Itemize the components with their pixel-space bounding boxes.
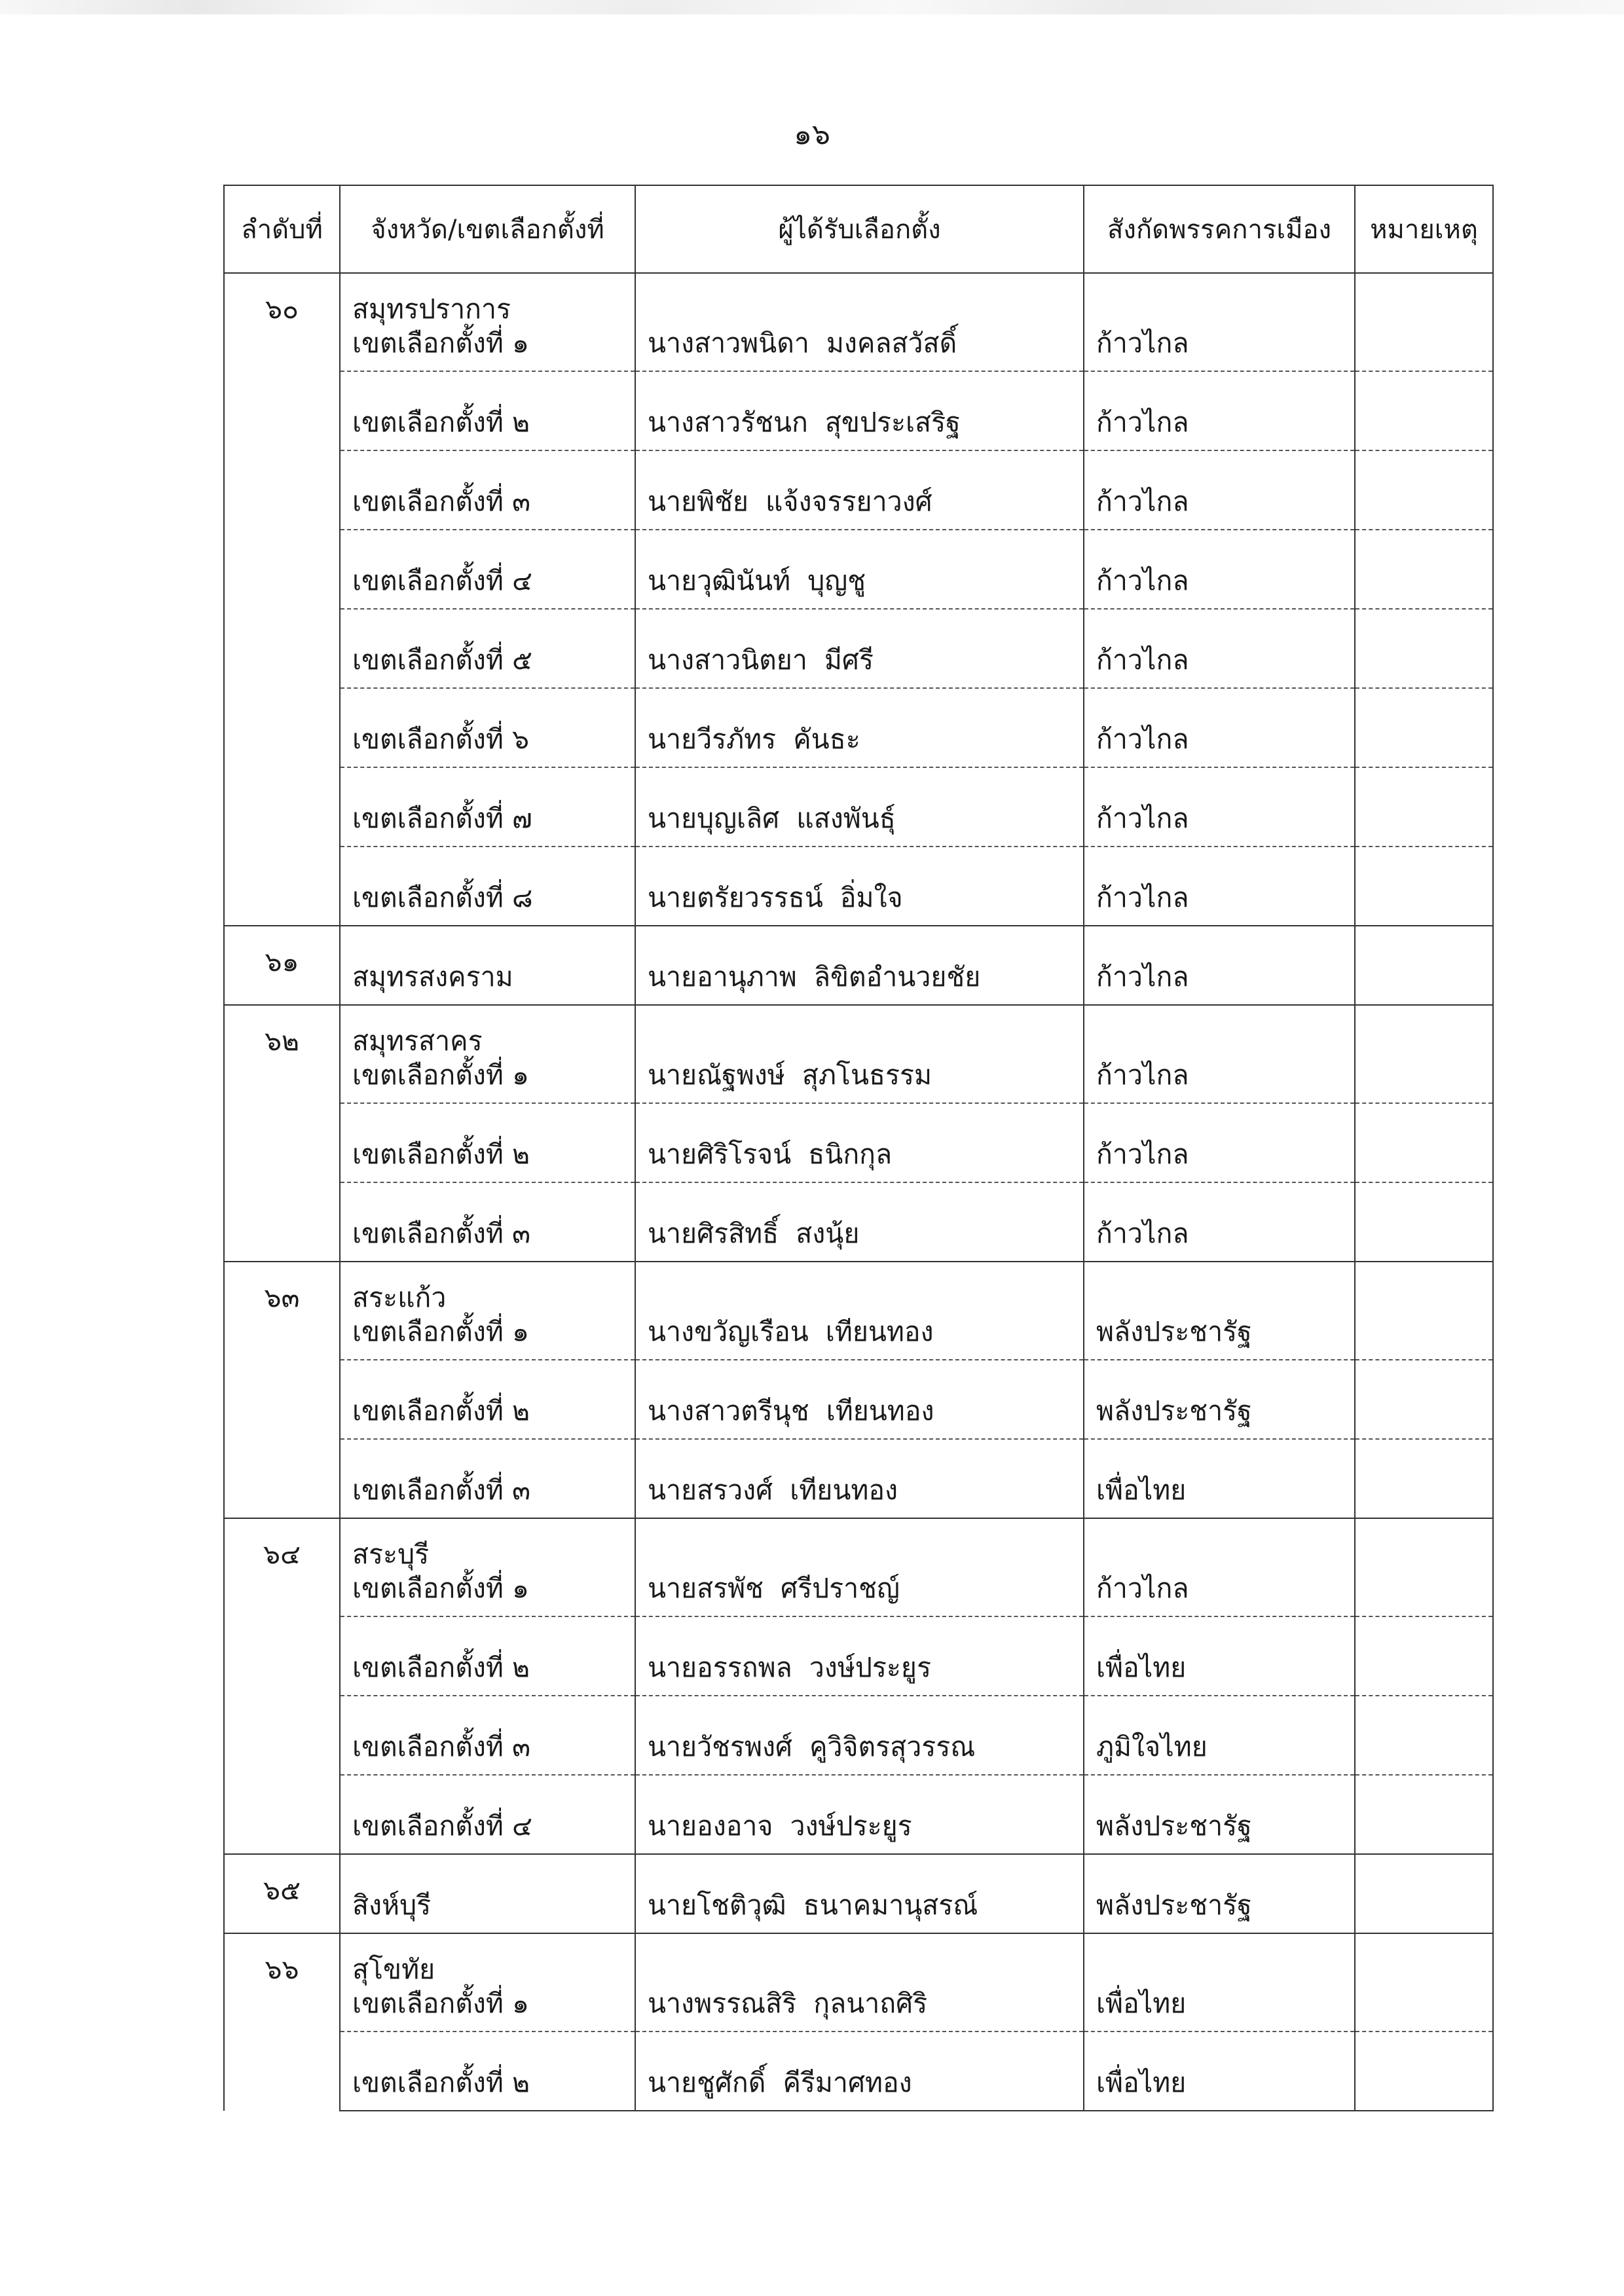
- party-name: ก้าวไกล: [1096, 565, 1189, 596]
- seq-cell: ๖๕: [224, 1854, 340, 1933]
- district-label: เขตเลือกตั้งที่ ๘: [352, 882, 533, 913]
- party-cell: [1084, 1854, 1355, 1933]
- elected-name: นางสาวนิตยา มีศรี: [648, 644, 874, 676]
- district-label: เขตเลือกตั้งที่ ๔: [352, 1810, 532, 1842]
- table-row: [224, 767, 1493, 847]
- province-district-cell: [340, 1775, 635, 1854]
- district-label: เขตเลือกตั้งที่ ๑: [352, 327, 529, 359]
- party-cell: [1084, 1360, 1355, 1439]
- party-cell: [1084, 1182, 1355, 1262]
- remark-cell: [1355, 273, 1493, 371]
- remark-cell: [1355, 1854, 1493, 1933]
- party-cell: [1084, 371, 1355, 450]
- seq-cell: ๖๖: [224, 1933, 340, 2111]
- province-name: สมุทรสงคราม: [352, 961, 513, 993]
- table-row: [224, 530, 1493, 609]
- elected-name-cell: [635, 530, 1084, 609]
- district-label: เขตเลือกตั้งที่ ๒: [352, 1652, 530, 1683]
- table-body: [224, 273, 1493, 2111]
- elected-name: นายพิชัย แจ้งจรรยาวงศ์: [648, 486, 932, 517]
- elected-name: นายองอาจ วงษ์ประยูร: [648, 1810, 912, 1842]
- table-row: [224, 1933, 1493, 2032]
- remark-cell: [1355, 767, 1493, 847]
- province-name: สุโขทัย: [352, 1954, 435, 1985]
- table-row: [224, 1005, 1493, 1103]
- remark-cell: [1355, 2032, 1493, 2111]
- party-cell: [1084, 450, 1355, 530]
- remark-cell: [1355, 1005, 1493, 1103]
- party-cell: [1084, 847, 1355, 926]
- remark-cell: [1355, 371, 1493, 450]
- header-party: สังกัดพรรคการเมือง: [1084, 185, 1355, 273]
- remark-cell: [1355, 1616, 1493, 1696]
- party-cell: [1084, 688, 1355, 767]
- seq-cell: ๖๑: [224, 926, 340, 1005]
- province-district-cell: [340, 847, 635, 926]
- table-row: [224, 371, 1493, 450]
- elected-name-cell: [635, 1933, 1084, 2032]
- table-row: [224, 1616, 1493, 1696]
- table-row: [224, 1360, 1493, 1439]
- remark-cell: [1355, 1696, 1493, 1775]
- party-name: ก้าวไกล: [1096, 407, 1189, 438]
- district-label: เขตเลือกตั้งที่ ๔: [352, 565, 532, 596]
- party-cell: [1084, 1103, 1355, 1182]
- province-district-cell: [340, 1518, 635, 1616]
- province-district-cell: [340, 530, 635, 609]
- party-cell: [1084, 1933, 1355, 2032]
- party-name: ก้าวไกล: [1096, 327, 1189, 359]
- elected-name: นางสาวรัชนก สุขประเสริฐ: [648, 407, 961, 438]
- elected-name-cell: [635, 1696, 1084, 1775]
- party-name: เพื่อไทย: [1096, 1652, 1187, 1683]
- party-cell: [1084, 926, 1355, 1005]
- remark-cell: [1355, 450, 1493, 530]
- district-label: เขตเลือกตั้งที่ ๓: [352, 1731, 530, 1762]
- remark-cell: [1355, 847, 1493, 926]
- district-label: เขตเลือกตั้งที่ ๓: [352, 1218, 530, 1249]
- party-cell: [1084, 1439, 1355, 1518]
- table-row: [224, 1103, 1493, 1182]
- province-district-cell: [340, 2032, 635, 2111]
- table-row: [224, 1262, 1493, 1360]
- party-name: พลังประชารัฐ: [1096, 1810, 1252, 1842]
- party-name: พลังประชารัฐ: [1096, 1395, 1252, 1427]
- party-name: ก้าวไกล: [1096, 644, 1189, 676]
- province-district-cell: [340, 1182, 635, 1262]
- elected-name-cell: [635, 1775, 1084, 1854]
- party-name: ก้าวไกล: [1096, 882, 1189, 913]
- elected-name-cell: [635, 1439, 1084, 1518]
- elected-name-cell: [635, 1854, 1084, 1933]
- header-remark: หมายเหตุ: [1355, 185, 1493, 273]
- elected-name: นายวัชรพงศ์ คูวิจิตรสุวรรณ: [648, 1731, 976, 1762]
- district-label: เขตเลือกตั้งที่ ๓: [352, 1474, 530, 1506]
- party-cell: [1084, 273, 1355, 371]
- party-name: เพื่อไทย: [1096, 1988, 1187, 2019]
- remark-cell: [1355, 1933, 1493, 2032]
- province-district-cell: [340, 1360, 635, 1439]
- party-cell: [1084, 2032, 1355, 2111]
- table-header-row: [224, 185, 1493, 273]
- district-label: เขตเลือกตั้งที่ ๓: [352, 486, 530, 517]
- elected-name: นายบุญเลิศ แสงพันธุ์: [648, 803, 896, 834]
- elected-name: นายตรัยวรรธน์ อิ่มใจ: [648, 882, 903, 913]
- seq-cell: ๖๔: [224, 1518, 340, 1854]
- province-name: สมุทรสาคร: [352, 1025, 483, 1057]
- table-row: [224, 688, 1493, 767]
- elected-name: นางขวัญเรือน เทียนทอง: [648, 1316, 934, 1347]
- party-cell: [1084, 1616, 1355, 1696]
- province-district-cell: [340, 1262, 635, 1360]
- elected-name: นายอานุภาพ ลิขิตอำนวยชัย: [648, 961, 981, 993]
- elected-name: นายณัฐพงษ์ สุภโนธรรม: [648, 1059, 932, 1091]
- party-cell: [1084, 767, 1355, 847]
- district-label: เขตเลือกตั้งที่ ๒: [352, 2067, 530, 2098]
- party-name: ก้าวไกล: [1096, 1139, 1189, 1170]
- province-district-cell: [340, 450, 635, 530]
- elected-name: นายโชติวุฒิ ธนาคมานุสรณ์: [648, 1889, 978, 1921]
- elected-name-cell: [635, 1616, 1084, 1696]
- remark-cell: [1355, 530, 1493, 609]
- elected-name-cell: [635, 371, 1084, 450]
- district-label: เขตเลือกตั้งที่ ๑: [352, 1059, 529, 1091]
- province-name: สิงห์บุรี: [352, 1889, 432, 1921]
- elected-name: นายสรพัช ศรีปราชญ์: [648, 1573, 900, 1604]
- table-row: [224, 1182, 1493, 1262]
- table-row: [224, 609, 1493, 688]
- scan-edge-artifact: [0, 0, 1624, 14]
- remark-cell: [1355, 1360, 1493, 1439]
- province-name: สระแก้ว: [352, 1282, 447, 1313]
- table-row: [224, 1439, 1493, 1518]
- party-cell: [1084, 1262, 1355, 1360]
- province-district-cell: [340, 609, 635, 688]
- elected-name-cell: [635, 1182, 1084, 1262]
- district-label: เขตเลือกตั้งที่ ๖: [352, 723, 529, 755]
- table-row: [224, 1854, 1493, 1933]
- seq-cell: ๖๓: [224, 1262, 340, 1518]
- elected-name-cell: [635, 609, 1084, 688]
- party-name: ก้าวไกล: [1096, 1218, 1189, 1249]
- party-name: ก้าวไกล: [1096, 803, 1189, 834]
- elected-name-cell: [635, 847, 1084, 926]
- province-district-cell: [340, 1854, 635, 1933]
- party-name: ก้าวไกล: [1096, 961, 1189, 993]
- table-row: [224, 847, 1493, 926]
- party-name: เพื่อไทย: [1096, 2067, 1187, 2098]
- province-district-cell: [340, 273, 635, 371]
- elected-name: นางพรรณสิริ กุลนาถศิริ: [648, 1988, 928, 2019]
- remark-cell: [1355, 1262, 1493, 1360]
- district-label: เขตเลือกตั้งที่ ๒: [352, 1395, 530, 1427]
- party-name: ภูมิใจไทย: [1096, 1731, 1208, 1762]
- district-label: เขตเลือกตั้งที่ ๑: [352, 1316, 529, 1347]
- province-district-cell: [340, 926, 635, 1005]
- party-cell: [1084, 609, 1355, 688]
- province-name: สระบุรี: [352, 1539, 430, 1570]
- province-district-cell: [340, 767, 635, 847]
- province-district-cell: [340, 1933, 635, 2032]
- district-label: เขตเลือกตั้งที่ ๑: [352, 1988, 529, 2019]
- party-cell: [1084, 530, 1355, 609]
- party-cell: [1084, 1005, 1355, 1103]
- remark-cell: [1355, 688, 1493, 767]
- district-label: เขตเลือกตั้งที่ ๒: [352, 407, 530, 438]
- election-results-table: [223, 185, 1494, 2111]
- party-name: ก้าวไกล: [1096, 1573, 1189, 1604]
- header-elected-person: ผู้ได้รับเลือกตั้ง: [635, 185, 1084, 273]
- remark-cell: [1355, 1103, 1493, 1182]
- province-district-cell: [340, 1005, 635, 1103]
- elected-name-cell: [635, 767, 1084, 847]
- seq-cell: ๖๒: [224, 1005, 340, 1262]
- elected-name: นางสาวพนิดา มงคลสวัสดิ์: [648, 327, 957, 359]
- party-name: ก้าวไกล: [1096, 723, 1189, 755]
- district-label: เขตเลือกตั้งที่ ๒: [352, 1139, 530, 1170]
- table-row: [224, 1518, 1493, 1616]
- remark-cell: [1355, 609, 1493, 688]
- remark-cell: [1355, 1439, 1493, 1518]
- remark-cell: [1355, 1775, 1493, 1854]
- party-name: พลังประชารัฐ: [1096, 1889, 1252, 1921]
- table-row: [224, 450, 1493, 530]
- province-district-cell: [340, 1103, 635, 1182]
- elected-name: นายวุฒินันท์ บุญชู: [648, 565, 866, 596]
- district-label: เขตเลือกตั้งที่ ๕: [352, 644, 532, 676]
- party-cell: [1084, 1775, 1355, 1854]
- seq-cell: ๖๐: [224, 273, 340, 926]
- table-row: [224, 1775, 1493, 1854]
- table-row: [224, 2032, 1493, 2111]
- province-district-cell: [340, 1616, 635, 1696]
- remark-cell: [1355, 926, 1493, 1005]
- elected-name-cell: [635, 926, 1084, 1005]
- elected-name-cell: [635, 1005, 1084, 1103]
- page-number: ๑๖: [794, 118, 830, 151]
- elected-name-cell: [635, 1518, 1084, 1616]
- elected-name: นายวีรภัทร คันธะ: [648, 723, 860, 755]
- province-district-cell: [340, 1696, 635, 1775]
- table-row: [224, 273, 1493, 371]
- elected-name-cell: [635, 1262, 1084, 1360]
- remark-cell: [1355, 1182, 1493, 1262]
- remark-cell: [1355, 1518, 1493, 1616]
- table-row: [224, 926, 1493, 1005]
- party-cell: [1084, 1518, 1355, 1616]
- party-name: ก้าวไกล: [1096, 486, 1189, 517]
- elected-name: นายอรรถพล วงษ์ประยูร: [648, 1652, 931, 1683]
- party-cell: [1084, 1696, 1355, 1775]
- elected-name-cell: [635, 1103, 1084, 1182]
- elected-name-cell: [635, 1360, 1084, 1439]
- party-name: เพื่อไทย: [1096, 1474, 1187, 1506]
- province-district-cell: [340, 1439, 635, 1518]
- elected-name-cell: [635, 273, 1084, 371]
- elected-name: นายชูศักดิ์ คีรีมาศทอง: [648, 2067, 912, 2098]
- elected-name: นายสรวงศ์ เทียนทอง: [648, 1474, 898, 1506]
- elected-name-cell: [635, 688, 1084, 767]
- header-province-district: จังหวัด/เขตเลือกตั้งที่: [340, 185, 635, 273]
- district-label: เขตเลือกตั้งที่ ๗: [352, 803, 532, 834]
- elected-name: นางสาวตรีนุช เทียนทอง: [648, 1395, 934, 1427]
- province-district-cell: [340, 371, 635, 450]
- party-name: พลังประชารัฐ: [1096, 1316, 1252, 1347]
- elected-name: นายศิริโรจน์ ธนิกกุล: [648, 1139, 893, 1170]
- table-row: [224, 1696, 1493, 1775]
- province-name: สมุทรปราการ: [352, 293, 511, 325]
- elected-name-cell: [635, 2032, 1084, 2111]
- province-district-cell: [340, 688, 635, 767]
- elected-name-cell: [635, 450, 1084, 530]
- party-name: ก้าวไกล: [1096, 1059, 1189, 1091]
- header-seq: ลำดับที่: [224, 185, 340, 273]
- elected-name: นายศิรสิทธิ์ สงนุ้ย: [648, 1218, 860, 1249]
- district-label: เขตเลือกตั้งที่ ๑: [352, 1573, 529, 1604]
